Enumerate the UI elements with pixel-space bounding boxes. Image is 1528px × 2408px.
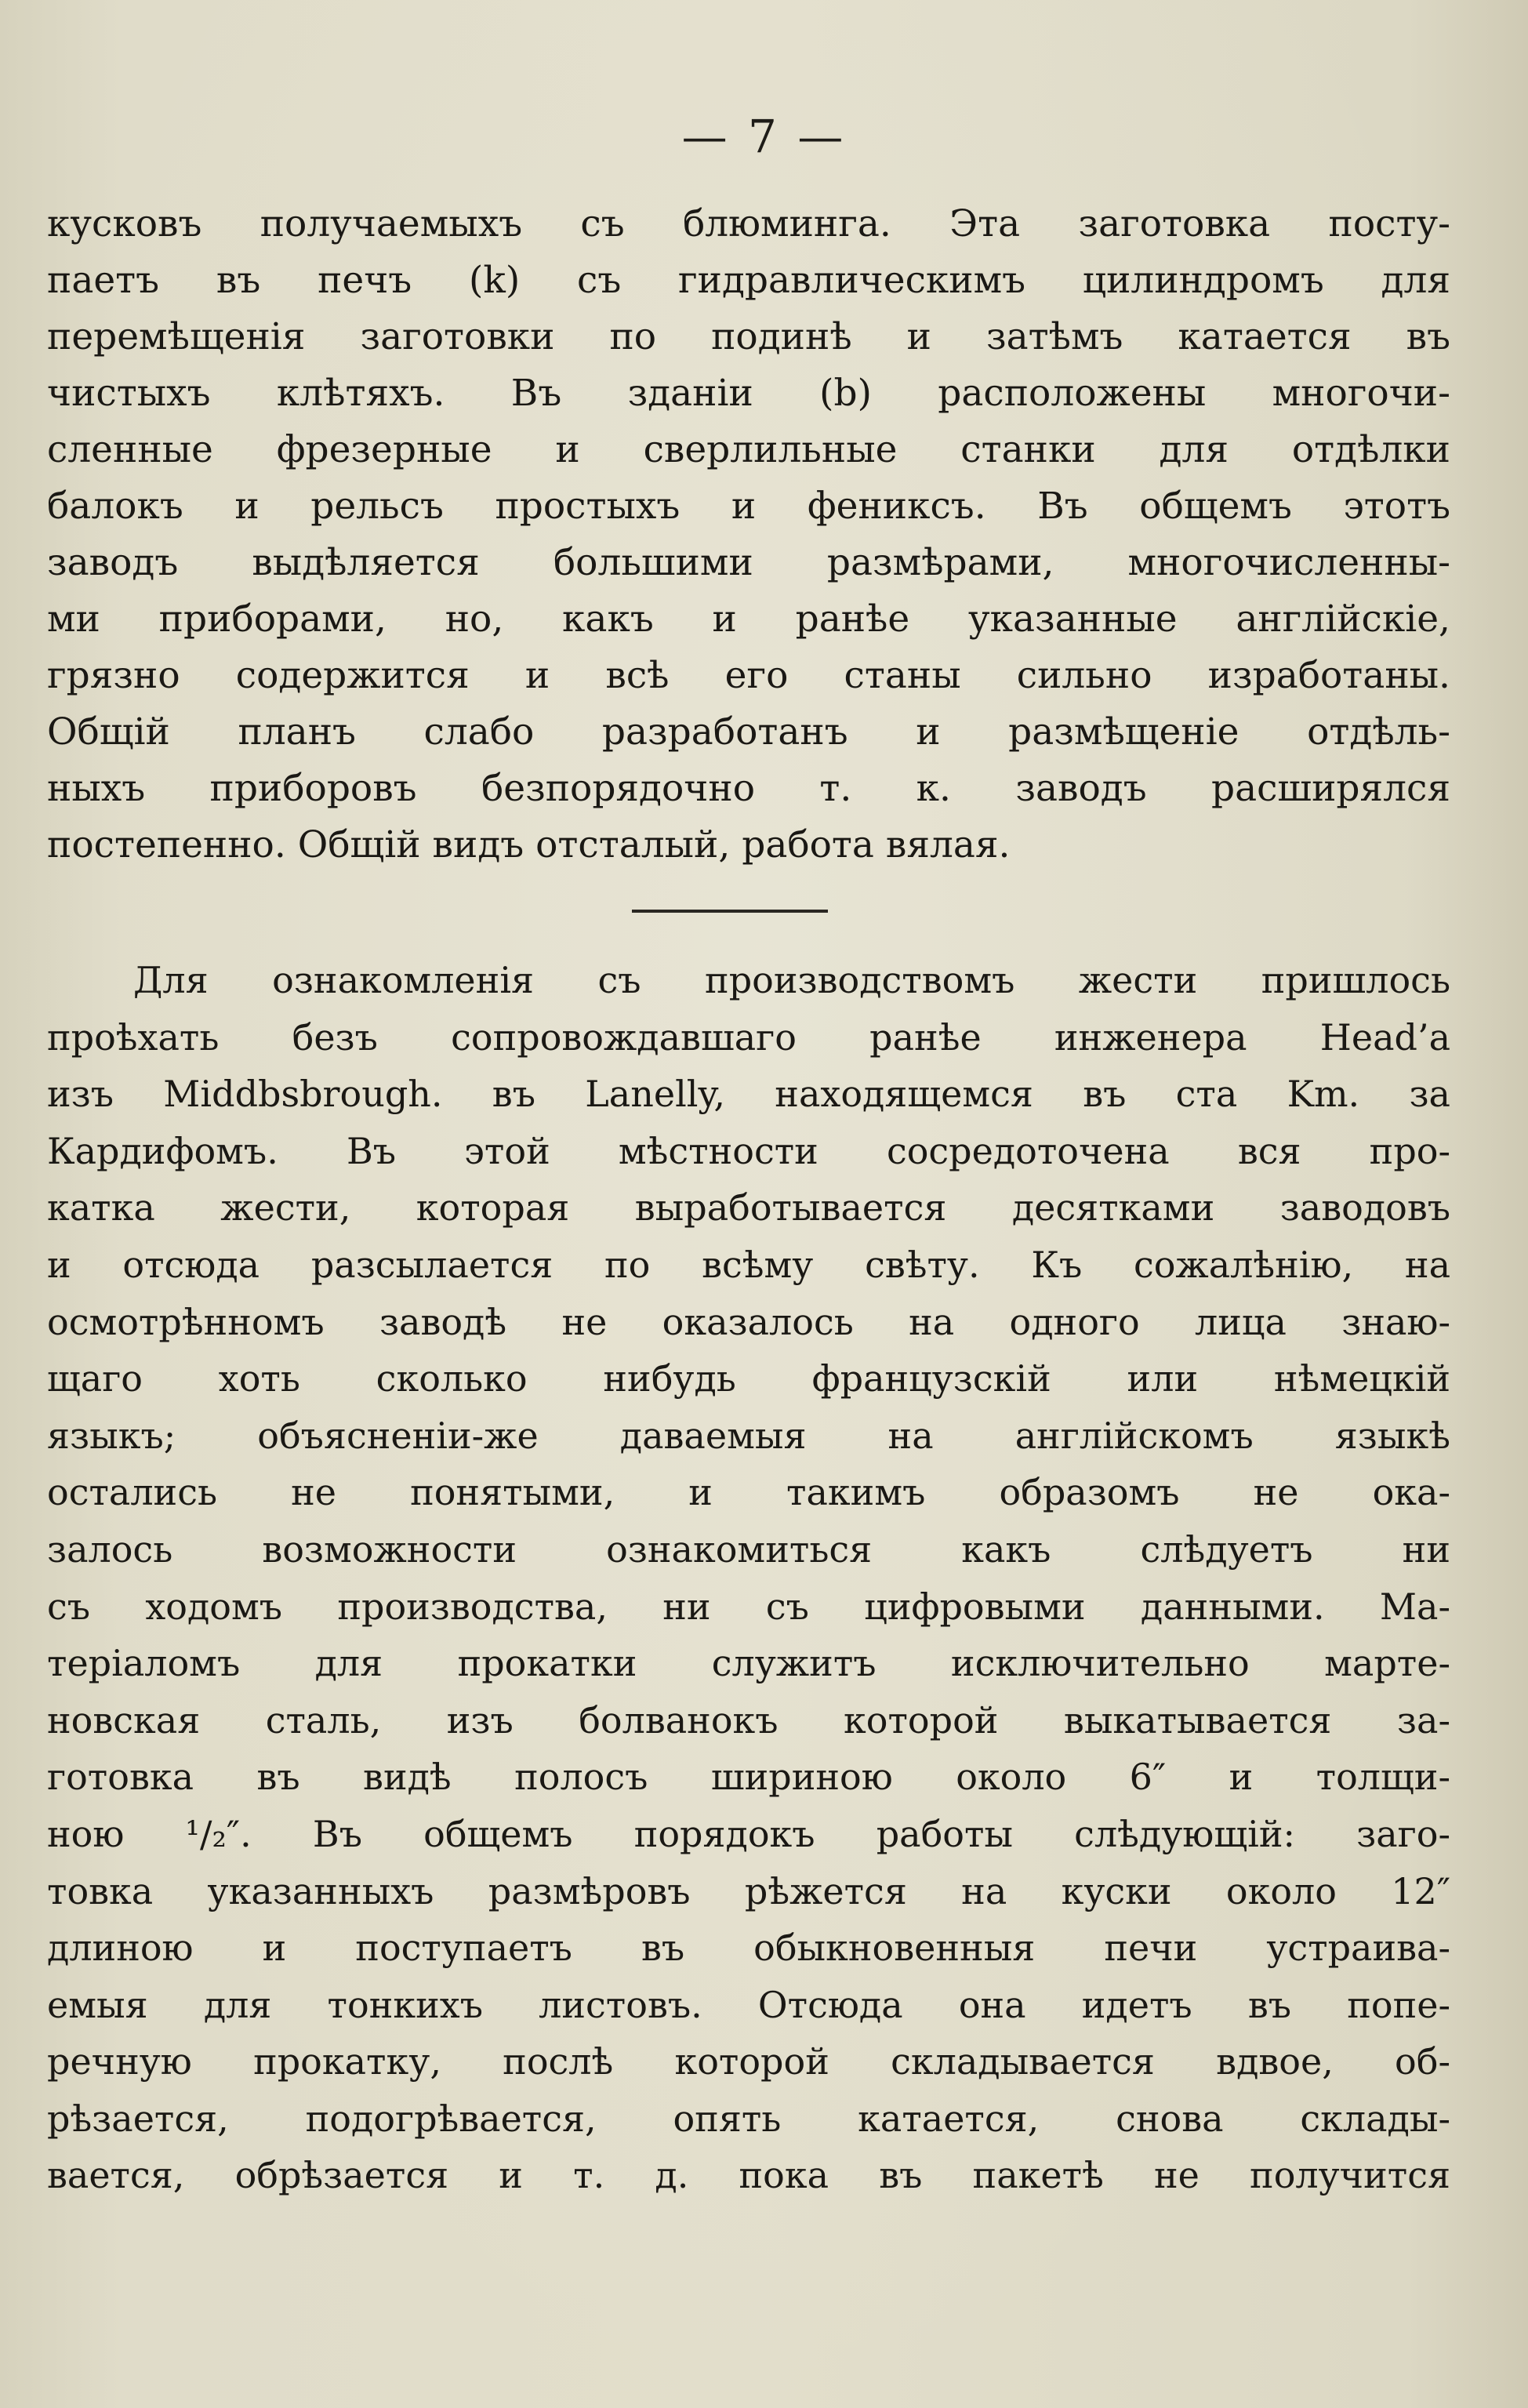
text-line: длиною и поступаетъ въ обыкновенныя печи устраива- (47, 1927, 1450, 1970)
text-line: остались не понятыми, и такимъ образомъ не ока- (47, 1471, 1450, 1514)
text-line: ною ¹/₂″. Въ общемъ порядокъ работы слѣдующій: заго- (47, 1812, 1450, 1855)
section-separator (632, 910, 828, 913)
text-line: перемѣщенія заготовки по подинѣ и затѣмъ катается въ (47, 315, 1450, 358)
text-line: чистыхъ клѣтяхъ. Въ зданіи (b) расположены многочи- (47, 372, 1450, 415)
text-line: ми приборами, но, какъ и ранѣе указанные англійскіе, (47, 597, 1450, 641)
paragraph-blooming-mill (47, 196, 1450, 873)
text-line: Общій планъ слабо разработанъ и размѣщеніе отдѣль- (47, 710, 1450, 754)
text-line: заводъ выдѣляется большими размѣрами, многочисленны- (47, 541, 1450, 584)
page-number: — 7 — (681, 110, 847, 163)
text-line: и отсюда разсылается по всѣму свѣту. Къ сожалѣнію, на (47, 1243, 1450, 1286)
text-line: изъ Middbsbrough. въ Lanelly, находящемся въ ста Km. за (47, 1073, 1450, 1116)
text-line: ныхъ приборовъ безпорядочно т. к. заводъ расширялся (47, 767, 1450, 810)
text-line: готовка въ видѣ полосъ шириною около 6″ и толщи- (47, 1756, 1450, 1799)
paragraph-tinplate-production (47, 952, 1450, 2204)
text-line: товка указанныхъ размѣровъ рѣжется на куски около 12″ (47, 1869, 1450, 1912)
text-line: теріаломъ для прокатки служитъ исключительно марте- (47, 1642, 1450, 1685)
text-line: паетъ въ печъ (k) съ гидравлическимъ цилиндромъ для (47, 259, 1450, 302)
text-line: языкъ; объясненіи-же даваемыя на англійскомъ языкѣ (47, 1414, 1450, 1457)
text-line: сленные фрезерные и сверлильные станки для отдѣлки (47, 428, 1450, 471)
text-line: грязно содержится и всѣ его станы сильно изработаны. (47, 654, 1450, 697)
text-line: проѣхать безъ сопровождавшаго ранѣе инженера Head’a (47, 1015, 1450, 1059)
text-line: залось возможности ознакомиться какъ слѣдуетъ ни (47, 1527, 1450, 1571)
text-line: катка жести, которая выработывается десятками заводовъ (47, 1186, 1450, 1229)
text-line: Кардифомъ. Въ этой мѣстности сосредоточена вся про- (47, 1129, 1450, 1172)
text-line: емыя для тонкихъ листовъ. Отсюда она идетъ въ попе- (47, 1983, 1450, 2026)
text-line: съ ходомъ производства, ни съ цифровыми данными. Ма- (47, 1585, 1450, 1628)
text-line: рѣзается, подогрѣвается, опять катается, снова склады- (47, 2097, 1450, 2140)
text-line: балокъ и рельсъ простыхъ и фениксъ. Въ общемъ этотъ (47, 485, 1450, 528)
text-line: кусковъ получаемыхъ съ блюминга. Эта заготовка посту- (47, 202, 1450, 245)
text-line: новская сталь, изъ болванокъ которой выкатывается за- (47, 1698, 1450, 1742)
text-line: речную прокатку, послѣ которой складывается вдвое, об- (47, 2040, 1450, 2083)
text-line: осмотрѣнномъ заводѣ не оказалось на одного лица знаю- (47, 1300, 1450, 1343)
text-line: постепенно. Общій видъ отсталый, работа вялая. (47, 823, 1011, 866)
text-line: щаго хоть сколько нибудь французскій или нѣмецкій (47, 1357, 1450, 1400)
text-line: вается, обрѣзается и т. д. пока въ пакетѣ не получится (47, 2154, 1450, 2197)
text-line: Для ознакомленія съ производствомъ жести пришлось (133, 959, 1450, 1001)
